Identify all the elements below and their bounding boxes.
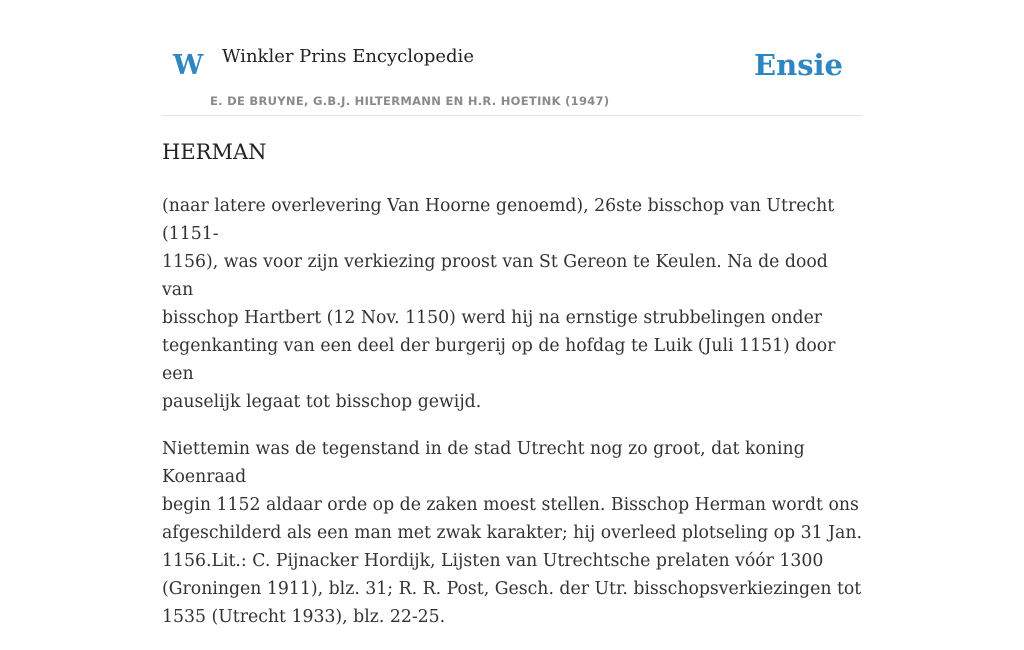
source-header <box>162 0 862 116</box>
article-paragraph: (naar latere overlevering Van Hoorne genoemd), 26ste bisschop van Utrecht (1151- 1156), was voor zijn verkiezing proost van St Gereon te Keulen. Na de dood van bisschop Hartbert (12 Nov. 1150) werd hij na ernstige strubbelingen onder tegenkanting van een deel der burgerij op de hofdag te Luik (Juli 1151) door een pauselijk legaat tot bisschop gewijd. <box>162 196 836 412</box>
article-title: HERMAN <box>162 140 267 164</box>
winkler-prins-logo[interactable]: W <box>173 50 204 81</box>
page-container <box>162 0 862 627</box>
article-body <box>162 192 862 650</box>
source-authors: E. DE BRUYNE, G.B.J. HILTERMANN EN H.R. HOETINK (1947) <box>210 94 610 108</box>
ensie-brand-logo[interactable]: Ensie <box>754 48 843 82</box>
article-paragraph: Niettemin was de tegenstand in de stad Utrecht nog zo groot, dat koning Koenraad begin 1152 aldaar orde op de zaken moest stellen. Bisschop Herman wordt ons afgeschilderd als een man met zwak karakter; hij overleed plotseling op 31 Jan. 1156.Lit.: C. Pijnacker Hordijk, Lijsten van Utrechtsche prelaten vóór 1300 (Groningen 1911), blz. 31; R. R. Post, Gesch. der Utr. bisschopsverkiezingen tot 1535 (Utrecht 1933), blz. 22-25. <box>162 439 862 627</box>
source-title[interactable]: Winkler Prins Encyclopedie <box>222 46 474 67</box>
